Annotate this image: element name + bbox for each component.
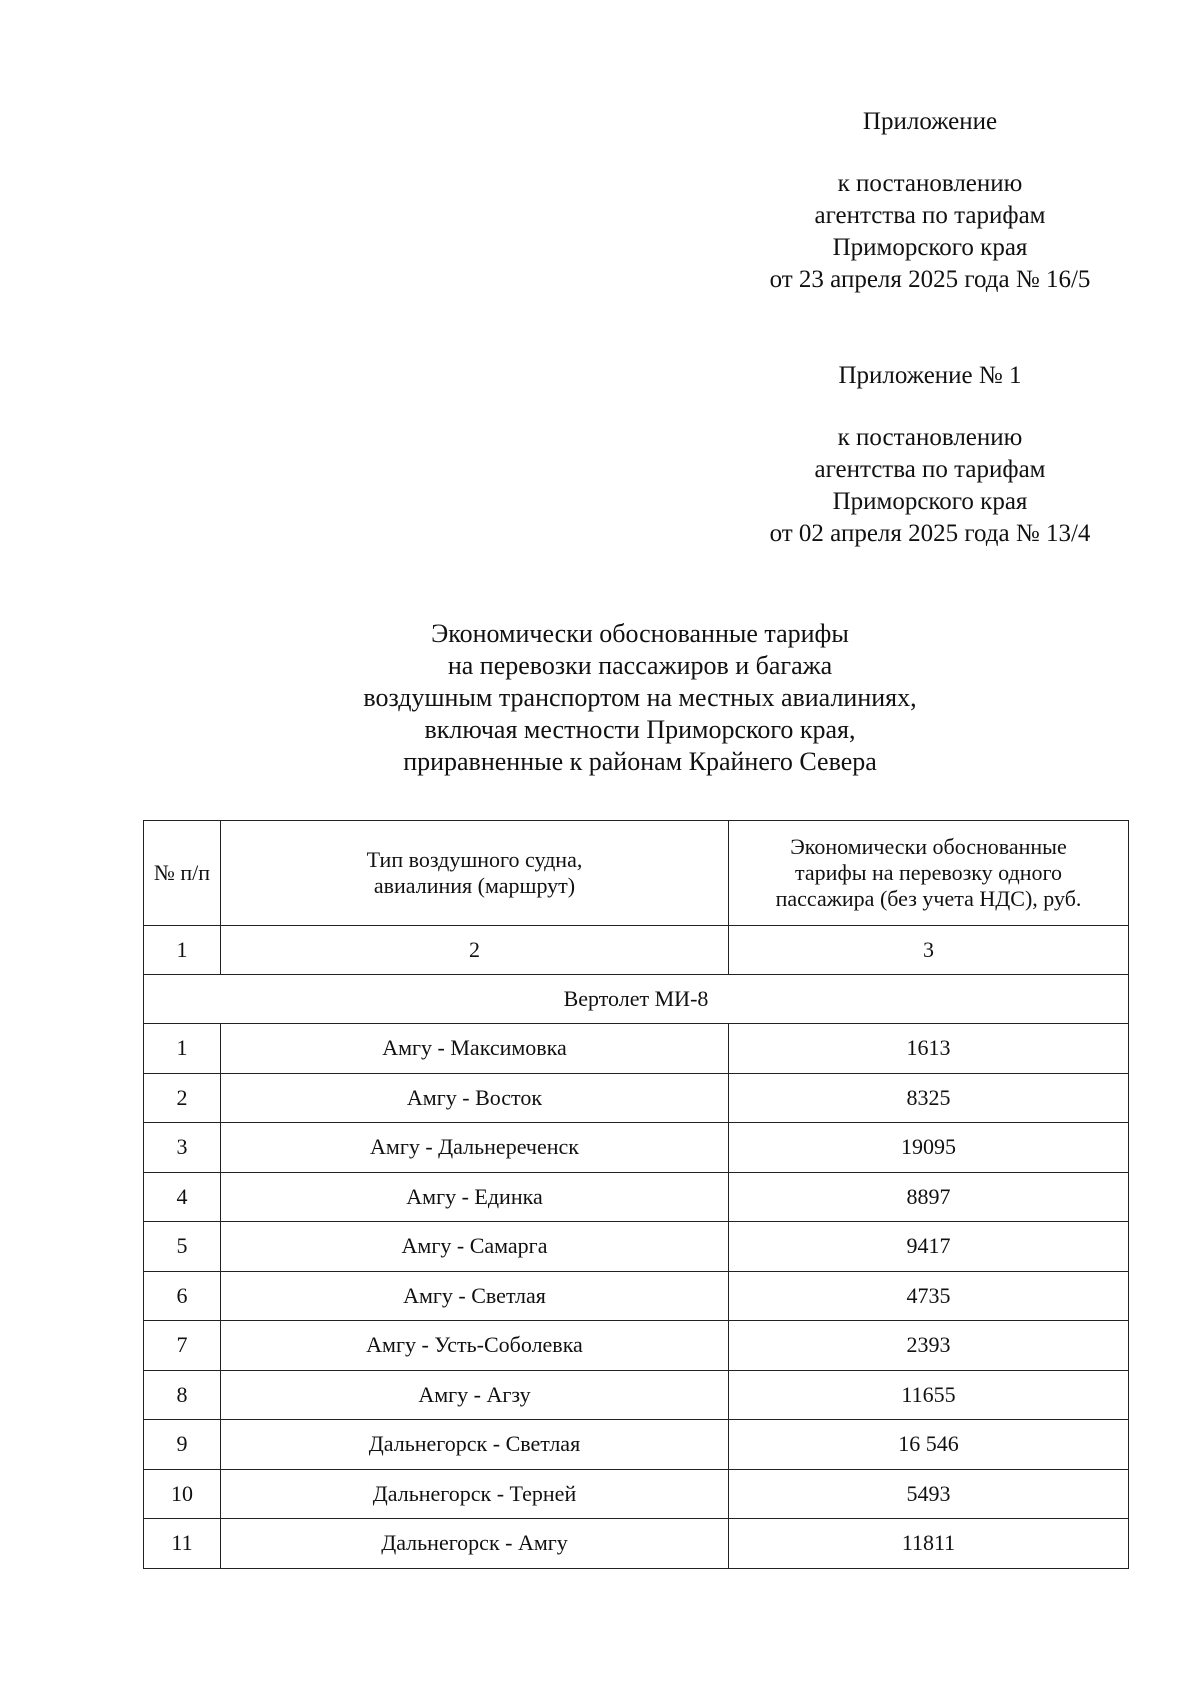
- table-row: [144, 1024, 1129, 1074]
- table-row: [144, 1172, 1129, 1222]
- row-number: 9: [144, 1420, 221, 1470]
- appendix-line: агентства по тарифам: [814, 456, 1046, 483]
- table-row: [144, 1123, 1129, 1173]
- table-row: [144, 1222, 1129, 1272]
- route-name: Амгу - Светлая: [221, 1271, 729, 1321]
- group-row: [144, 975, 1129, 1024]
- tariff-value: 8897: [729, 1172, 1129, 1222]
- header-route: [221, 821, 729, 926]
- route-name: Амгу - Восток: [221, 1073, 729, 1123]
- route-name: Амгу - Дальнереченск: [221, 1123, 729, 1173]
- table-row: [144, 1073, 1129, 1123]
- aircraft-type: Вертолет МИ-8: [144, 975, 1129, 1024]
- appendix-header-current: [740, 106, 1120, 296]
- header-route-line: Тип воздушного судна,: [366, 847, 583, 872]
- tariff-value: 11811: [729, 1519, 1129, 1569]
- table-row: [144, 1321, 1129, 1371]
- row-number: 8: [144, 1370, 221, 1420]
- route-name: Амгу - Усть-Соболевка: [221, 1321, 729, 1371]
- column-number-row: [144, 926, 1129, 975]
- tariff-value: 11655: [729, 1370, 1129, 1420]
- route-name: Дальнегорск - Амгу: [221, 1519, 729, 1569]
- table-row: [144, 1469, 1129, 1519]
- header-number: № п/п: [144, 821, 221, 926]
- appendix-heading: Приложение: [862, 108, 998, 135]
- row-number: 3: [144, 1123, 221, 1173]
- title-line: воздушным транспортом на местных авиалиниях,: [363, 683, 917, 712]
- tariff-value: 16 546: [729, 1420, 1129, 1470]
- title-line: приравненные к районам Крайнего Севера: [403, 747, 877, 776]
- header-route-line: авиалиния (маршрут): [373, 873, 576, 898]
- header-tariff: [729, 821, 1129, 926]
- tariff-value: 5493: [729, 1469, 1129, 1519]
- table-row: [144, 1420, 1129, 1470]
- appendix-line: к постановлению: [837, 424, 1023, 451]
- column-number: 3: [729, 926, 1129, 975]
- route-name: Дальнегорск - Терней: [221, 1469, 729, 1519]
- appendix-line: к постановлению: [837, 170, 1023, 197]
- appendix-line: Приморского края: [832, 488, 1028, 515]
- tariff-value: 4735: [729, 1271, 1129, 1321]
- route-name: Амгу - Максимовка: [221, 1024, 729, 1074]
- appendix-date-line: от 23 апреля 2025 года № 16/5: [769, 266, 1091, 293]
- row-number: 5: [144, 1222, 221, 1272]
- route-name: Дальнегорск - Светлая: [221, 1420, 729, 1470]
- row-number: 2: [144, 1073, 221, 1123]
- row-number: 1: [144, 1024, 221, 1074]
- table-body: [144, 1024, 1129, 1569]
- row-number: 10: [144, 1469, 221, 1519]
- header-tariff-line: тарифы на перевозку одного: [795, 860, 1062, 885]
- tariff-table: [143, 820, 1129, 1569]
- route-name: Амгу - Агзу: [221, 1370, 729, 1420]
- tariff-value: 9417: [729, 1222, 1129, 1272]
- table-row: [144, 1519, 1129, 1569]
- row-number: 11: [144, 1519, 221, 1569]
- table-row: [144, 1370, 1129, 1420]
- row-number: 6: [144, 1271, 221, 1321]
- row-number: 4: [144, 1172, 221, 1222]
- appendix-line: агентства по тарифам: [814, 202, 1046, 229]
- table-header-row: [144, 821, 1129, 926]
- column-number: 1: [144, 926, 221, 975]
- appendix-line: Приморского края: [832, 234, 1028, 261]
- appendix-heading: Приложение № 1: [838, 362, 1022, 389]
- appendix-header-original: [740, 360, 1120, 550]
- title-line: на перевозки пассажиров и багажа: [447, 651, 833, 680]
- tariff-value: 1613: [729, 1024, 1129, 1074]
- tariff-value: 19095: [729, 1123, 1129, 1173]
- row-number: 7: [144, 1321, 221, 1371]
- header-tariff-line: Экономически обоснованные: [790, 834, 1067, 859]
- tariff-value: 2393: [729, 1321, 1129, 1371]
- header-tariff-line: пассажира (без учета НДС), руб.: [775, 886, 1082, 911]
- column-number: 2: [221, 926, 729, 975]
- route-name: Амгу - Самарга: [221, 1222, 729, 1272]
- route-name: Амгу - Единка: [221, 1172, 729, 1222]
- title-line: включая местности Приморского края,: [424, 715, 856, 744]
- table-row: [144, 1271, 1129, 1321]
- tariff-value: 8325: [729, 1073, 1129, 1123]
- title-line: Экономически обоснованные тарифы: [431, 619, 849, 648]
- document-title: [240, 618, 1040, 778]
- appendix-date-line: от 02 апреля 2025 года № 13/4: [769, 520, 1091, 547]
